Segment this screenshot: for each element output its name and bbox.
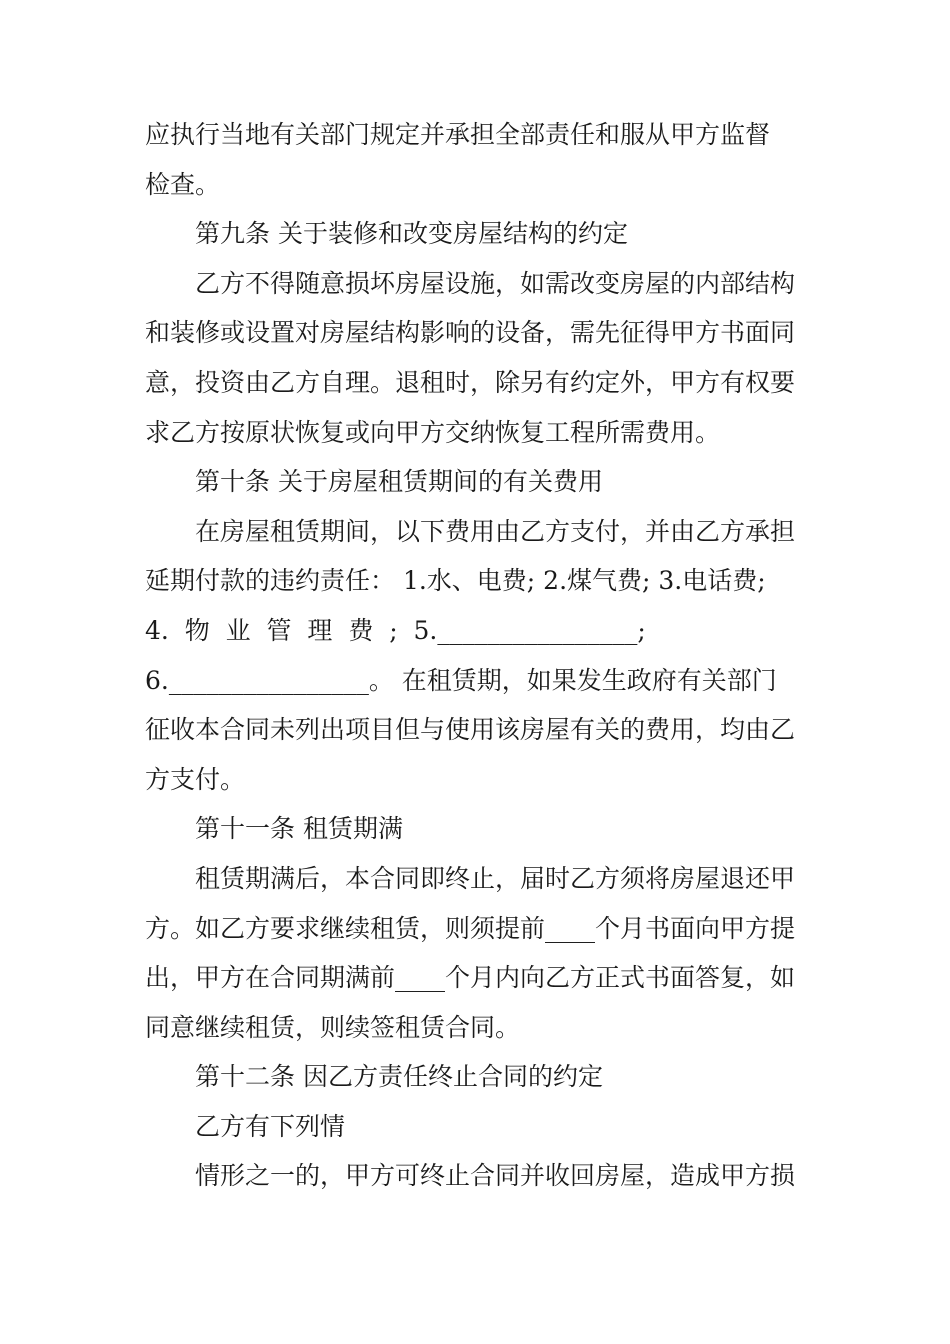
article-heading: 第十二条 因乙方责任终止合同的约定 [195, 1062, 603, 1092]
text-line: 情形之一的，甲方可终止合同并收回房屋，造成甲方损 [195, 1161, 796, 1191]
text-line: 4. 物 业 管 理 费 ; 5.________________; [145, 615, 646, 645]
text-line: 在房屋租赁期间，以下费用由乙方支付，并由乙方承担 [195, 516, 796, 546]
text-line: 方支付。 [145, 764, 246, 794]
text-line: 租赁期满后，本合同即终止，届时乙方须将房屋退还甲 [195, 863, 796, 893]
text-line: 意，投资由乙方自理。退租时，除另有约定外，甲方有权要 [145, 367, 796, 397]
text-line: 检查。 [145, 169, 221, 199]
article-heading: 第九条 关于装修和改变房屋结构的约定 [195, 219, 628, 249]
text-line: 方。如乙方要求继续租赁，则须提前____个月书面向甲方提 [145, 913, 796, 943]
text-line: 同意继续租赁，则续签租赁合同。 [145, 1012, 521, 1042]
text-line: 和装修或设置对房屋结构影响的设备，需先征得甲方书面同 [145, 318, 796, 348]
text-line: 应执行当地有关部门规定并承担全部责任和服从甲方监督 [145, 120, 771, 149]
document-body [145, 110, 810, 1201]
text-line: 6.________________。 在租赁期，如果发生政府有关部门 [145, 665, 777, 695]
text-line: 延期付款的违约责任： 1.水、电费; 2.煤气费; 3.电话费; [145, 566, 766, 596]
text-line: 求乙方按原状恢复或向甲方交纳恢复工程所需费用。 [145, 417, 721, 447]
text-line: 征收本合同未列出项目但与使用该房屋有关的费用，均由乙 [145, 715, 796, 745]
text-line: 出，甲方在合同期满前____个月内向乙方正式书面答复，如 [145, 963, 796, 993]
article-heading: 第十一条 租赁期满 [195, 814, 403, 844]
text-line: 乙方有下列情 [195, 1111, 346, 1141]
text-line: 乙方不得随意损坏房屋设施，如需改变房屋的内部结构 [195, 268, 796, 298]
article-heading: 第十条 关于房屋租赁期间的有关费用 [195, 467, 603, 497]
